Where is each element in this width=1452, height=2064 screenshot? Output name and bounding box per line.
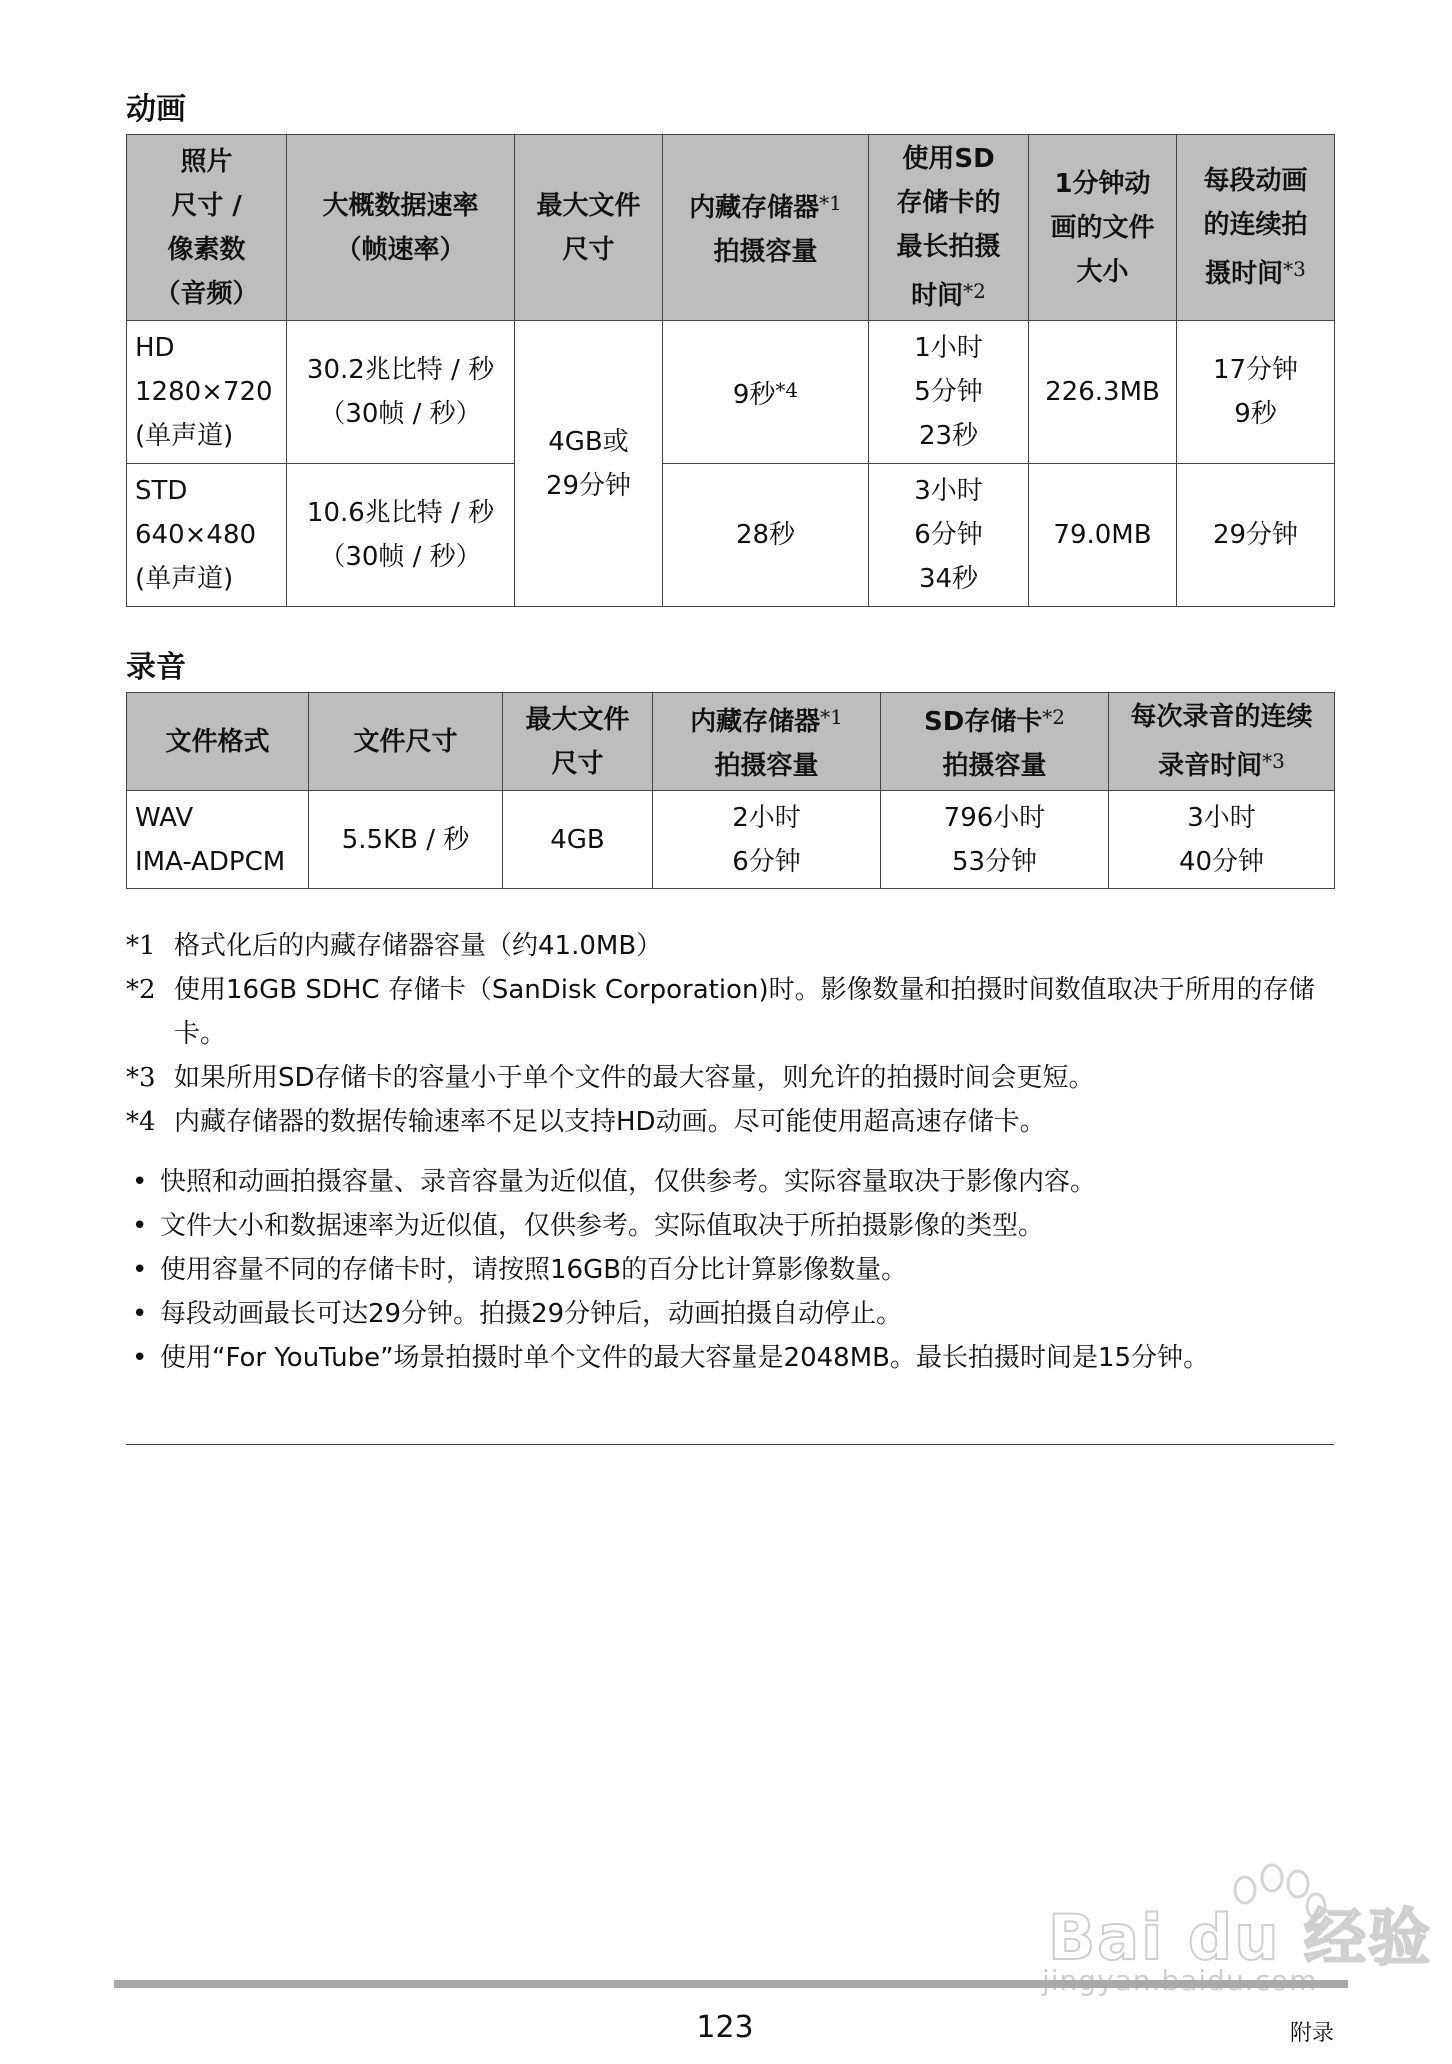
video-hd-builtin	[663, 321, 869, 464]
list-item	[126, 1292, 1336, 1336]
audio-header-format: 文件格式	[127, 693, 309, 791]
audio-builtin: 2小时 6分钟	[653, 791, 881, 889]
video-header-sd-note: *2	[963, 279, 986, 303]
footnote-mark: *4	[126, 1107, 156, 1137]
video-header-builtin-line2: 拍摄容量	[713, 237, 818, 267]
table-row	[127, 464, 1335, 607]
video-hd-sd-time: 1小时 5分钟 23秒	[869, 321, 1029, 464]
bullet-dot-icon: •	[132, 1211, 148, 1241]
footnote-3	[126, 1056, 1336, 1100]
video-std-continuous: 29分钟	[1177, 464, 1335, 607]
video-header-continuous-note: *3	[1283, 257, 1306, 281]
section-divider	[126, 1444, 1334, 1445]
video-hd-builtin-value: 9秒	[732, 379, 776, 410]
bullet-text: 快照和动画拍摄容量、录音容量为近似值，仅供参考。实际容量取决于影像内容。	[160, 1167, 1097, 1197]
page-number: 123	[696, 2010, 754, 2045]
audio-header-max-file: 最大文件 尺寸	[503, 693, 653, 791]
footnote-4	[126, 1100, 1336, 1144]
audio-header-continuous-label: 每次录音的连续 录音时间	[1130, 702, 1313, 781]
list-item	[126, 1160, 1336, 1204]
video-std-size: STD 640×480 (单声道)	[127, 464, 287, 607]
list-item	[126, 1336, 1336, 1380]
video-header-builtin	[663, 135, 869, 321]
video-std-file-size: 79.0MB	[1029, 464, 1177, 607]
footnote-2	[126, 968, 1336, 1056]
video-hd-file-size: 226.3MB	[1029, 321, 1177, 464]
audio-header-builtin-note: *1	[820, 705, 843, 729]
bullet-dot-icon: •	[132, 1299, 148, 1329]
video-table	[126, 134, 1335, 607]
video-header-photo-size: 照片 尺寸 / 像素数 （音频）	[127, 135, 287, 321]
video-hd-size: HD 1280×720 (单声道)	[127, 321, 287, 464]
audio-header-sd-label: SD存储卡	[923, 707, 1043, 737]
audio-section-title: 录音	[126, 650, 186, 685]
video-hd-rate: 30.2兆比特 / 秒 （30帧 / 秒）	[287, 321, 515, 464]
video-header-max-file: 最大文件 尺寸	[515, 135, 663, 321]
footnote-mark: *1	[126, 931, 156, 961]
video-std-rate: 10.6兆比特 / 秒 （30帧 / 秒）	[287, 464, 515, 607]
video-header-builtin-label: 内藏存储器	[689, 193, 820, 223]
audio-header-builtin-label: 内藏存储器	[690, 707, 821, 737]
audio-header-sd	[881, 693, 1109, 791]
footer-bar	[114, 1980, 1348, 1988]
footnote-text: 如果所用SD存储卡的容量小于单个文件的最大容量，则允许的拍摄时间会更短。	[174, 1063, 1095, 1093]
bullet-text: 使用“For YouTube”场景拍摄时单个文件的最大容量是2048MB。最长拍摄时间是15分钟。	[160, 1343, 1210, 1373]
video-max-file: 4GB或 29分钟	[515, 321, 663, 607]
audio-header-file-size: 文件尺寸	[309, 693, 503, 791]
bullet-list	[126, 1160, 1336, 1380]
audio-header-sd-line2: 拍摄容量	[942, 751, 1047, 781]
video-hd-continuous: 17分钟 9秒	[1177, 321, 1335, 464]
video-header-sd-time	[869, 135, 1029, 321]
video-std-sd-time: 3小时 6分钟 34秒	[869, 464, 1029, 607]
audio-header-continuous	[1109, 693, 1335, 791]
bullet-dot-icon: •	[132, 1167, 148, 1197]
video-header-builtin-note: *1	[819, 191, 842, 215]
audio-header-builtin-line2: 拍摄容量	[714, 751, 819, 781]
bullet-dot-icon: •	[132, 1255, 148, 1285]
footnote-mark: *2	[126, 975, 156, 1005]
footnote-1	[126, 924, 1336, 968]
audio-format: WAV IMA-ADPCM	[127, 791, 309, 889]
footnotes	[126, 924, 1336, 1144]
list-item	[126, 1248, 1336, 1292]
footnote-text: 格式化后的内藏存储器容量（约41.0MB）	[174, 931, 663, 961]
list-item	[126, 1204, 1336, 1248]
video-std-builtin: 28秒	[663, 464, 869, 607]
audio-header-sd-note: *2	[1042, 705, 1066, 729]
watermark-text: Bai du 经验	[1048, 1901, 1433, 1974]
section-name: 附录	[1289, 2021, 1334, 2046]
audio-max-file: 4GB	[503, 791, 653, 889]
audio-sd: 796小时 53分钟	[881, 791, 1109, 889]
footnote-text: 使用16GB SDHC 存储卡（SanDisk Corporation)时。影像数量和拍摄时间数值取决于所用的存储卡。	[174, 975, 1315, 1049]
video-header-continuous-label: 每段动画 的连续拍 摄时间	[1203, 166, 1308, 289]
video-header-data-rate: 大概数据速率 （帧速率）	[287, 135, 515, 321]
bullet-dot-icon: •	[132, 1343, 148, 1373]
video-section-title: 动画	[126, 92, 186, 127]
bullet-text: 文件大小和数据速率为近似值，仅供参考。实际值取决于所拍摄影像的类型。	[160, 1211, 1045, 1241]
bullet-text: 每段动画最长可达29分钟。拍摄29分钟后，动画拍摄自动停止。	[160, 1299, 903, 1329]
footnote-mark: *3	[126, 1063, 156, 1093]
video-header-file-size: 1分钟动 画的文件 大小	[1029, 135, 1177, 321]
table-row	[127, 321, 1335, 464]
video-hd-builtin-note: *4	[775, 377, 799, 402]
footnote-text: 内藏存储器的数据传输速率不足以支持HD动画。尽可能使用超高速存储卡。	[174, 1107, 1046, 1137]
video-header-sd-label: 使用SD 存储卡的 最长拍摄 时间	[896, 144, 1001, 311]
audio-table	[126, 692, 1335, 889]
video-header-continuous	[1177, 135, 1335, 321]
audio-header-continuous-note: *3	[1262, 749, 1285, 773]
table-row	[127, 791, 1335, 889]
audio-file-size: 5.5KB / 秒	[309, 791, 503, 889]
audio-header-builtin	[653, 693, 881, 791]
bullet-text: 使用容量不同的存储卡时，请按照16GB的百分比计算影像数量。	[160, 1255, 908, 1285]
audio-continuous: 3小时 40分钟	[1109, 791, 1335, 889]
